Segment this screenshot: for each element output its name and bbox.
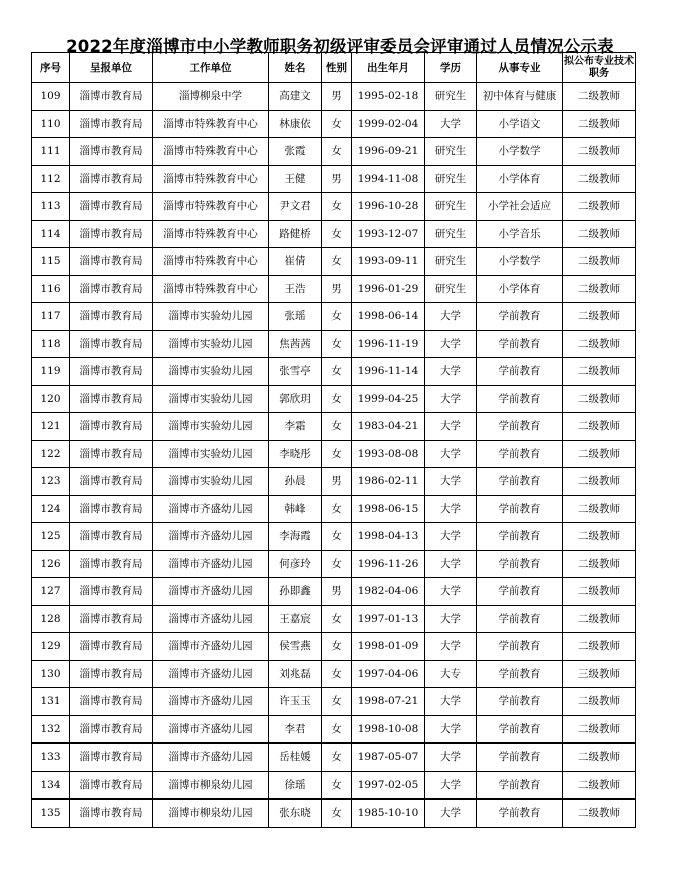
cell-edu: 大学 — [425, 358, 477, 386]
cell-edu: 大学 — [425, 385, 477, 413]
cell-title: 二级教师 — [563, 385, 636, 413]
cell-gender: 女 — [322, 303, 352, 331]
cell-unit: 淄博市教育局 — [70, 550, 153, 578]
cell-gender: 女 — [322, 248, 352, 276]
header-name: 姓名 — [269, 53, 322, 83]
cell-birth: 1985-10-10 — [352, 799, 425, 827]
cell-major: 小学体育 — [477, 275, 563, 303]
cell-major: 学前教育 — [477, 303, 563, 331]
table-row — [32, 715, 636, 743]
cell-major: 学前教育 — [477, 688, 563, 716]
table-row — [32, 248, 636, 276]
cell-name: 张霞 — [269, 138, 322, 166]
cell-title: 二级教师 — [563, 799, 636, 827]
page-title: 2022年度淄博市中小学教师职务初级评审委员会评审通过人员情况公示表 — [66, 37, 614, 56]
cell-gender: 女 — [322, 633, 352, 661]
cell-title: 二级教师 — [563, 550, 636, 578]
cell-major: 小学语文 — [477, 110, 563, 138]
table-row — [32, 110, 636, 138]
cell-name: 张雪亭 — [269, 358, 322, 386]
cell-edu: 大学 — [425, 550, 477, 578]
cell-work: 淄博市齐盛幼儿园 — [153, 688, 269, 716]
cell-gender: 男 — [322, 275, 352, 303]
cell-work: 淄博市齐盛幼儿园 — [153, 743, 269, 771]
cell-birth: 1987-05-07 — [352, 743, 425, 771]
cell-birth: 1996-11-26 — [352, 550, 425, 578]
cell-unit: 淄博市教育局 — [70, 578, 153, 606]
cell-name: 侯雪燕 — [269, 633, 322, 661]
cell-title: 二级教师 — [563, 605, 636, 633]
cell-title: 三级教师 — [563, 660, 636, 688]
cell-edu: 研究生 — [425, 193, 477, 221]
cell-name: 李晓彤 — [269, 440, 322, 468]
cell-name: 崔倩 — [269, 248, 322, 276]
cell-title: 二级教师 — [563, 275, 636, 303]
cell-no: 112 — [32, 165, 70, 193]
cell-gender: 女 — [322, 193, 352, 221]
header-unit: 呈报单位 — [70, 53, 153, 83]
cell-work: 淄博市特殊教育中心 — [153, 110, 269, 138]
cell-gender: 女 — [322, 550, 352, 578]
cell-work: 淄博市特殊教育中心 — [153, 193, 269, 221]
cell-unit: 淄博市教育局 — [70, 193, 153, 221]
cell-work: 淄博市特殊教育中心 — [153, 138, 269, 166]
cell-name: 高建文 — [269, 83, 322, 111]
table-row — [32, 799, 636, 827]
cell-major: 学前教育 — [477, 578, 563, 606]
cell-no: 111 — [32, 138, 70, 166]
cell-unit: 淄博市教育局 — [70, 220, 153, 248]
table-row — [32, 358, 636, 386]
cell-no: 127 — [32, 578, 70, 606]
cell-work: 淄博市柳泉幼儿园 — [153, 799, 269, 827]
table-row — [32, 138, 636, 166]
cell-work: 淄博市实验幼儿园 — [153, 330, 269, 358]
cell-no: 121 — [32, 413, 70, 441]
cell-gender: 男 — [322, 165, 352, 193]
cell-name: 焦茜茜 — [269, 330, 322, 358]
cell-no: 114 — [32, 220, 70, 248]
table-row — [32, 605, 636, 633]
cell-gender: 女 — [322, 138, 352, 166]
cell-work: 淄博市齐盛幼儿园 — [153, 550, 269, 578]
cell-work: 淄博市实验幼儿园 — [153, 440, 269, 468]
table-body — [32, 83, 636, 828]
cell-edu: 大学 — [425, 468, 477, 496]
cell-gender: 女 — [322, 495, 352, 523]
cell-unit: 淄博市教育局 — [70, 358, 153, 386]
cell-unit: 淄博市教育局 — [70, 633, 153, 661]
cell-edu: 大学 — [425, 303, 477, 331]
cell-name: 郭欣玥 — [269, 385, 322, 413]
table-header-row — [32, 53, 636, 83]
cell-unit: 淄博市教育局 — [70, 138, 153, 166]
header-no: 序号 — [32, 53, 70, 83]
cell-work: 淄博市齐盛幼儿园 — [153, 633, 269, 661]
cell-gender: 女 — [322, 660, 352, 688]
cell-gender: 女 — [322, 358, 352, 386]
cell-work: 淄博市柳泉幼儿园 — [153, 771, 269, 799]
cell-work: 淄博市齐盛幼儿园 — [153, 495, 269, 523]
cell-major: 学前教育 — [477, 495, 563, 523]
table-row — [32, 578, 636, 606]
table-row — [32, 550, 636, 578]
cell-no: 126 — [32, 550, 70, 578]
cell-title: 二级教师 — [563, 771, 636, 799]
cell-unit: 淄博市教育局 — [70, 660, 153, 688]
cell-work: 淄博市特殊教育中心 — [153, 220, 269, 248]
cell-work: 淄博市实验幼儿园 — [153, 303, 269, 331]
cell-major: 学前教育 — [477, 440, 563, 468]
cell-birth: 1998-01-09 — [352, 633, 425, 661]
cell-title: 二级教师 — [563, 715, 636, 743]
cell-unit: 淄博市教育局 — [70, 799, 153, 827]
cell-unit: 淄博市教育局 — [70, 165, 153, 193]
cell-unit: 淄博市教育局 — [70, 303, 153, 331]
cell-name: 孙晨 — [269, 468, 322, 496]
cell-title: 二级教师 — [563, 330, 636, 358]
table-row — [32, 495, 636, 523]
cell-birth: 1998-07-21 — [352, 688, 425, 716]
cell-birth: 1996-11-19 — [352, 330, 425, 358]
cell-gender: 女 — [322, 330, 352, 358]
cell-major: 学前教育 — [477, 385, 563, 413]
cell-edu: 大学 — [425, 715, 477, 743]
cell-unit: 淄博市教育局 — [70, 330, 153, 358]
table-row — [32, 83, 636, 111]
cell-title: 二级教师 — [563, 468, 636, 496]
cell-major: 学前教育 — [477, 358, 563, 386]
cell-birth: 1996-09-21 — [352, 138, 425, 166]
cell-no: 135 — [32, 799, 70, 827]
cell-name: 许玉玉 — [269, 688, 322, 716]
cell-gender: 女 — [322, 688, 352, 716]
cell-title: 二级教师 — [563, 303, 636, 331]
header-work: 工作单位 — [153, 53, 269, 83]
cell-name: 王嘉宸 — [269, 605, 322, 633]
cell-edu: 大学 — [425, 743, 477, 771]
cell-major: 初中体育与健康 — [477, 83, 563, 111]
cell-major: 小学数学 — [477, 248, 563, 276]
cell-name: 徐瑶 — [269, 771, 322, 799]
header-major: 从事专业 — [477, 53, 563, 83]
cell-name: 李君 — [269, 715, 322, 743]
cell-gender: 男 — [322, 83, 352, 111]
cell-major: 学前教育 — [477, 468, 563, 496]
cell-no: 116 — [32, 275, 70, 303]
cell-name: 林康依 — [269, 110, 322, 138]
table-row — [32, 523, 636, 551]
cell-no: 118 — [32, 330, 70, 358]
cell-title: 二级教师 — [563, 633, 636, 661]
cell-unit: 淄博市教育局 — [70, 688, 153, 716]
cell-birth: 1994-11-08 — [352, 165, 425, 193]
cell-gender: 男 — [322, 468, 352, 496]
cell-name: 岳桂媛 — [269, 743, 322, 771]
cell-birth: 1982-04-06 — [352, 578, 425, 606]
cell-name: 李霜 — [269, 413, 322, 441]
cell-major: 学前教育 — [477, 715, 563, 743]
cell-gender: 女 — [322, 385, 352, 413]
cell-work: 淄博柳泉中学 — [153, 83, 269, 111]
cell-edu: 研究生 — [425, 83, 477, 111]
cell-edu: 大专 — [425, 660, 477, 688]
cell-no: 117 — [32, 303, 70, 331]
cell-name: 王浩 — [269, 275, 322, 303]
cell-gender: 女 — [322, 110, 352, 138]
cell-unit: 淄博市教育局 — [70, 605, 153, 633]
table-row — [32, 303, 636, 331]
header-gender: 性别 — [322, 53, 352, 83]
cell-birth: 1986-02-11 — [352, 468, 425, 496]
cell-major: 学前教育 — [477, 550, 563, 578]
cell-edu: 大学 — [425, 330, 477, 358]
cell-no: 113 — [32, 193, 70, 221]
cell-birth: 1997-02-05 — [352, 771, 425, 799]
cell-major: 小学社会适应 — [477, 193, 563, 221]
cell-birth: 1993-09-11 — [352, 248, 425, 276]
cell-birth: 1998-10-08 — [352, 715, 425, 743]
cell-title: 二级教师 — [563, 110, 636, 138]
cell-gender: 女 — [322, 715, 352, 743]
cell-birth: 1995-02-18 — [352, 83, 425, 111]
cell-edu: 大学 — [425, 578, 477, 606]
cell-no: 110 — [32, 110, 70, 138]
cell-no: 129 — [32, 633, 70, 661]
table-row — [32, 468, 636, 496]
cell-work: 淄博市齐盛幼儿园 — [153, 660, 269, 688]
cell-gender: 女 — [322, 413, 352, 441]
cell-edu: 研究生 — [425, 220, 477, 248]
cell-name: 韩峰 — [269, 495, 322, 523]
table-row — [32, 660, 636, 688]
cell-work: 淄博市实验幼儿园 — [153, 385, 269, 413]
table-row — [32, 275, 636, 303]
cell-gender: 女 — [322, 220, 352, 248]
cell-no: 124 — [32, 495, 70, 523]
cell-work: 淄博市实验幼儿园 — [153, 358, 269, 386]
header-edu: 学历 — [425, 53, 477, 83]
cell-no: 133 — [32, 743, 70, 771]
cell-unit: 淄博市教育局 — [70, 248, 153, 276]
cell-name: 孙即鑫 — [269, 578, 322, 606]
cell-name: 尹文君 — [269, 193, 322, 221]
cell-major: 小学体育 — [477, 165, 563, 193]
cell-birth: 1998-04-13 — [352, 523, 425, 551]
cell-no: 131 — [32, 688, 70, 716]
cell-work: 淄博市实验幼儿园 — [153, 468, 269, 496]
cell-gender: 女 — [322, 605, 352, 633]
cell-birth: 1998-06-14 — [352, 303, 425, 331]
cell-birth: 1996-10-28 — [352, 193, 425, 221]
cell-major: 学前教育 — [477, 633, 563, 661]
cell-title: 二级教师 — [563, 358, 636, 386]
cell-birth: 1998-06-15 — [352, 495, 425, 523]
cell-unit: 淄博市教育局 — [70, 110, 153, 138]
cell-gender: 女 — [322, 799, 352, 827]
cell-birth: 1983-04-21 — [352, 413, 425, 441]
cell-edu: 大学 — [425, 413, 477, 441]
cell-gender: 女 — [322, 743, 352, 771]
table-row — [32, 413, 636, 441]
cell-unit: 淄博市教育局 — [70, 275, 153, 303]
cell-work: 淄博市特殊教育中心 — [153, 275, 269, 303]
cell-unit: 淄博市教育局 — [70, 83, 153, 111]
cell-title: 二级教师 — [563, 193, 636, 221]
cell-edu: 大学 — [425, 799, 477, 827]
cell-major: 学前教育 — [477, 799, 563, 827]
cell-name: 李海霞 — [269, 523, 322, 551]
cell-birth: 1997-01-13 — [352, 605, 425, 633]
header-title: 拟公布专业技术职务 — [563, 53, 636, 83]
cell-title: 二级教师 — [563, 83, 636, 111]
cell-no: 109 — [32, 83, 70, 111]
cell-title: 二级教师 — [563, 248, 636, 276]
cell-gender: 女 — [322, 440, 352, 468]
cell-birth: 1996-11-14 — [352, 358, 425, 386]
cell-no: 132 — [32, 715, 70, 743]
table-row — [32, 385, 636, 413]
cell-work: 淄博市齐盛幼儿园 — [153, 715, 269, 743]
cell-major: 学前教育 — [477, 523, 563, 551]
cell-major: 小学音乐 — [477, 220, 563, 248]
cell-no: 128 — [32, 605, 70, 633]
cell-title: 二级教师 — [563, 578, 636, 606]
cell-birth: 1997-04-06 — [352, 660, 425, 688]
cell-title: 二级教师 — [563, 220, 636, 248]
cell-edu: 研究生 — [425, 165, 477, 193]
cell-edu: 大学 — [425, 495, 477, 523]
cell-edu: 大学 — [425, 110, 477, 138]
table-row — [32, 220, 636, 248]
table-row — [32, 688, 636, 716]
cell-major: 学前教育 — [477, 771, 563, 799]
cell-title: 二级教师 — [563, 495, 636, 523]
cell-name: 何彦玲 — [269, 550, 322, 578]
cell-work: 淄博市齐盛幼儿园 — [153, 578, 269, 606]
cell-edu: 大学 — [425, 523, 477, 551]
cell-no: 130 — [32, 660, 70, 688]
cell-gender: 女 — [322, 771, 352, 799]
cell-no: 134 — [32, 771, 70, 799]
cell-no: 122 — [32, 440, 70, 468]
cell-edu: 研究生 — [425, 275, 477, 303]
cell-title: 二级教师 — [563, 688, 636, 716]
cell-work: 淄博市实验幼儿园 — [153, 413, 269, 441]
cell-gender: 男 — [322, 578, 352, 606]
cell-birth: 1993-08-08 — [352, 440, 425, 468]
cell-major: 学前教育 — [477, 413, 563, 441]
cell-work: 淄博市特殊教育中心 — [153, 248, 269, 276]
cell-no: 120 — [32, 385, 70, 413]
cell-edu: 研究生 — [425, 248, 477, 276]
personnel-table — [31, 52, 636, 828]
cell-title: 二级教师 — [563, 743, 636, 771]
table-row — [32, 633, 636, 661]
cell-unit: 淄博市教育局 — [70, 495, 153, 523]
cell-major: 学前教育 — [477, 743, 563, 771]
cell-birth: 1996-01-29 — [352, 275, 425, 303]
cell-work: 淄博市齐盛幼儿园 — [153, 523, 269, 551]
cell-edu: 大学 — [425, 771, 477, 799]
cell-birth: 1999-02-04 — [352, 110, 425, 138]
cell-no: 119 — [32, 358, 70, 386]
table-row — [32, 330, 636, 358]
table-row — [32, 440, 636, 468]
cell-unit: 淄博市教育局 — [70, 440, 153, 468]
cell-birth: 1999-04-25 — [352, 385, 425, 413]
table-row — [32, 771, 636, 799]
cell-unit: 淄博市教育局 — [70, 413, 153, 441]
cell-name: 路健桥 — [269, 220, 322, 248]
cell-title: 二级教师 — [563, 165, 636, 193]
cell-work: 淄博市齐盛幼儿园 — [153, 605, 269, 633]
cell-major: 学前教育 — [477, 660, 563, 688]
cell-name: 张瑶 — [269, 303, 322, 331]
cell-gender: 女 — [322, 523, 352, 551]
table-row — [32, 193, 636, 221]
cell-unit: 淄博市教育局 — [70, 523, 153, 551]
cell-no: 123 — [32, 468, 70, 496]
cell-no: 125 — [32, 523, 70, 551]
cell-name: 刘兆磊 — [269, 660, 322, 688]
cell-name: 张东晓 — [269, 799, 322, 827]
cell-unit: 淄博市教育局 — [70, 468, 153, 496]
cell-title: 二级教师 — [563, 138, 636, 166]
cell-birth: 1993-12-07 — [352, 220, 425, 248]
cell-major: 小学数学 — [477, 138, 563, 166]
cell-title: 二级教师 — [563, 523, 636, 551]
cell-unit: 淄博市教育局 — [70, 771, 153, 799]
cell-unit: 淄博市教育局 — [70, 715, 153, 743]
header-birth: 出生年月 — [352, 53, 425, 83]
cell-unit: 淄博市教育局 — [70, 743, 153, 771]
cell-edu: 研究生 — [425, 138, 477, 166]
cell-no: 115 — [32, 248, 70, 276]
cell-title: 二级教师 — [563, 413, 636, 441]
cell-major: 学前教育 — [477, 605, 563, 633]
cell-edu: 大学 — [425, 633, 477, 661]
cell-work: 淄博市特殊教育中心 — [153, 165, 269, 193]
cell-edu: 大学 — [425, 605, 477, 633]
cell-title: 二级教师 — [563, 440, 636, 468]
cell-name: 王健 — [269, 165, 322, 193]
cell-edu: 大学 — [425, 688, 477, 716]
cell-edu: 大学 — [425, 440, 477, 468]
table-row — [32, 743, 636, 771]
cell-major: 学前教育 — [477, 330, 563, 358]
cell-unit: 淄博市教育局 — [70, 385, 153, 413]
table-row — [32, 165, 636, 193]
